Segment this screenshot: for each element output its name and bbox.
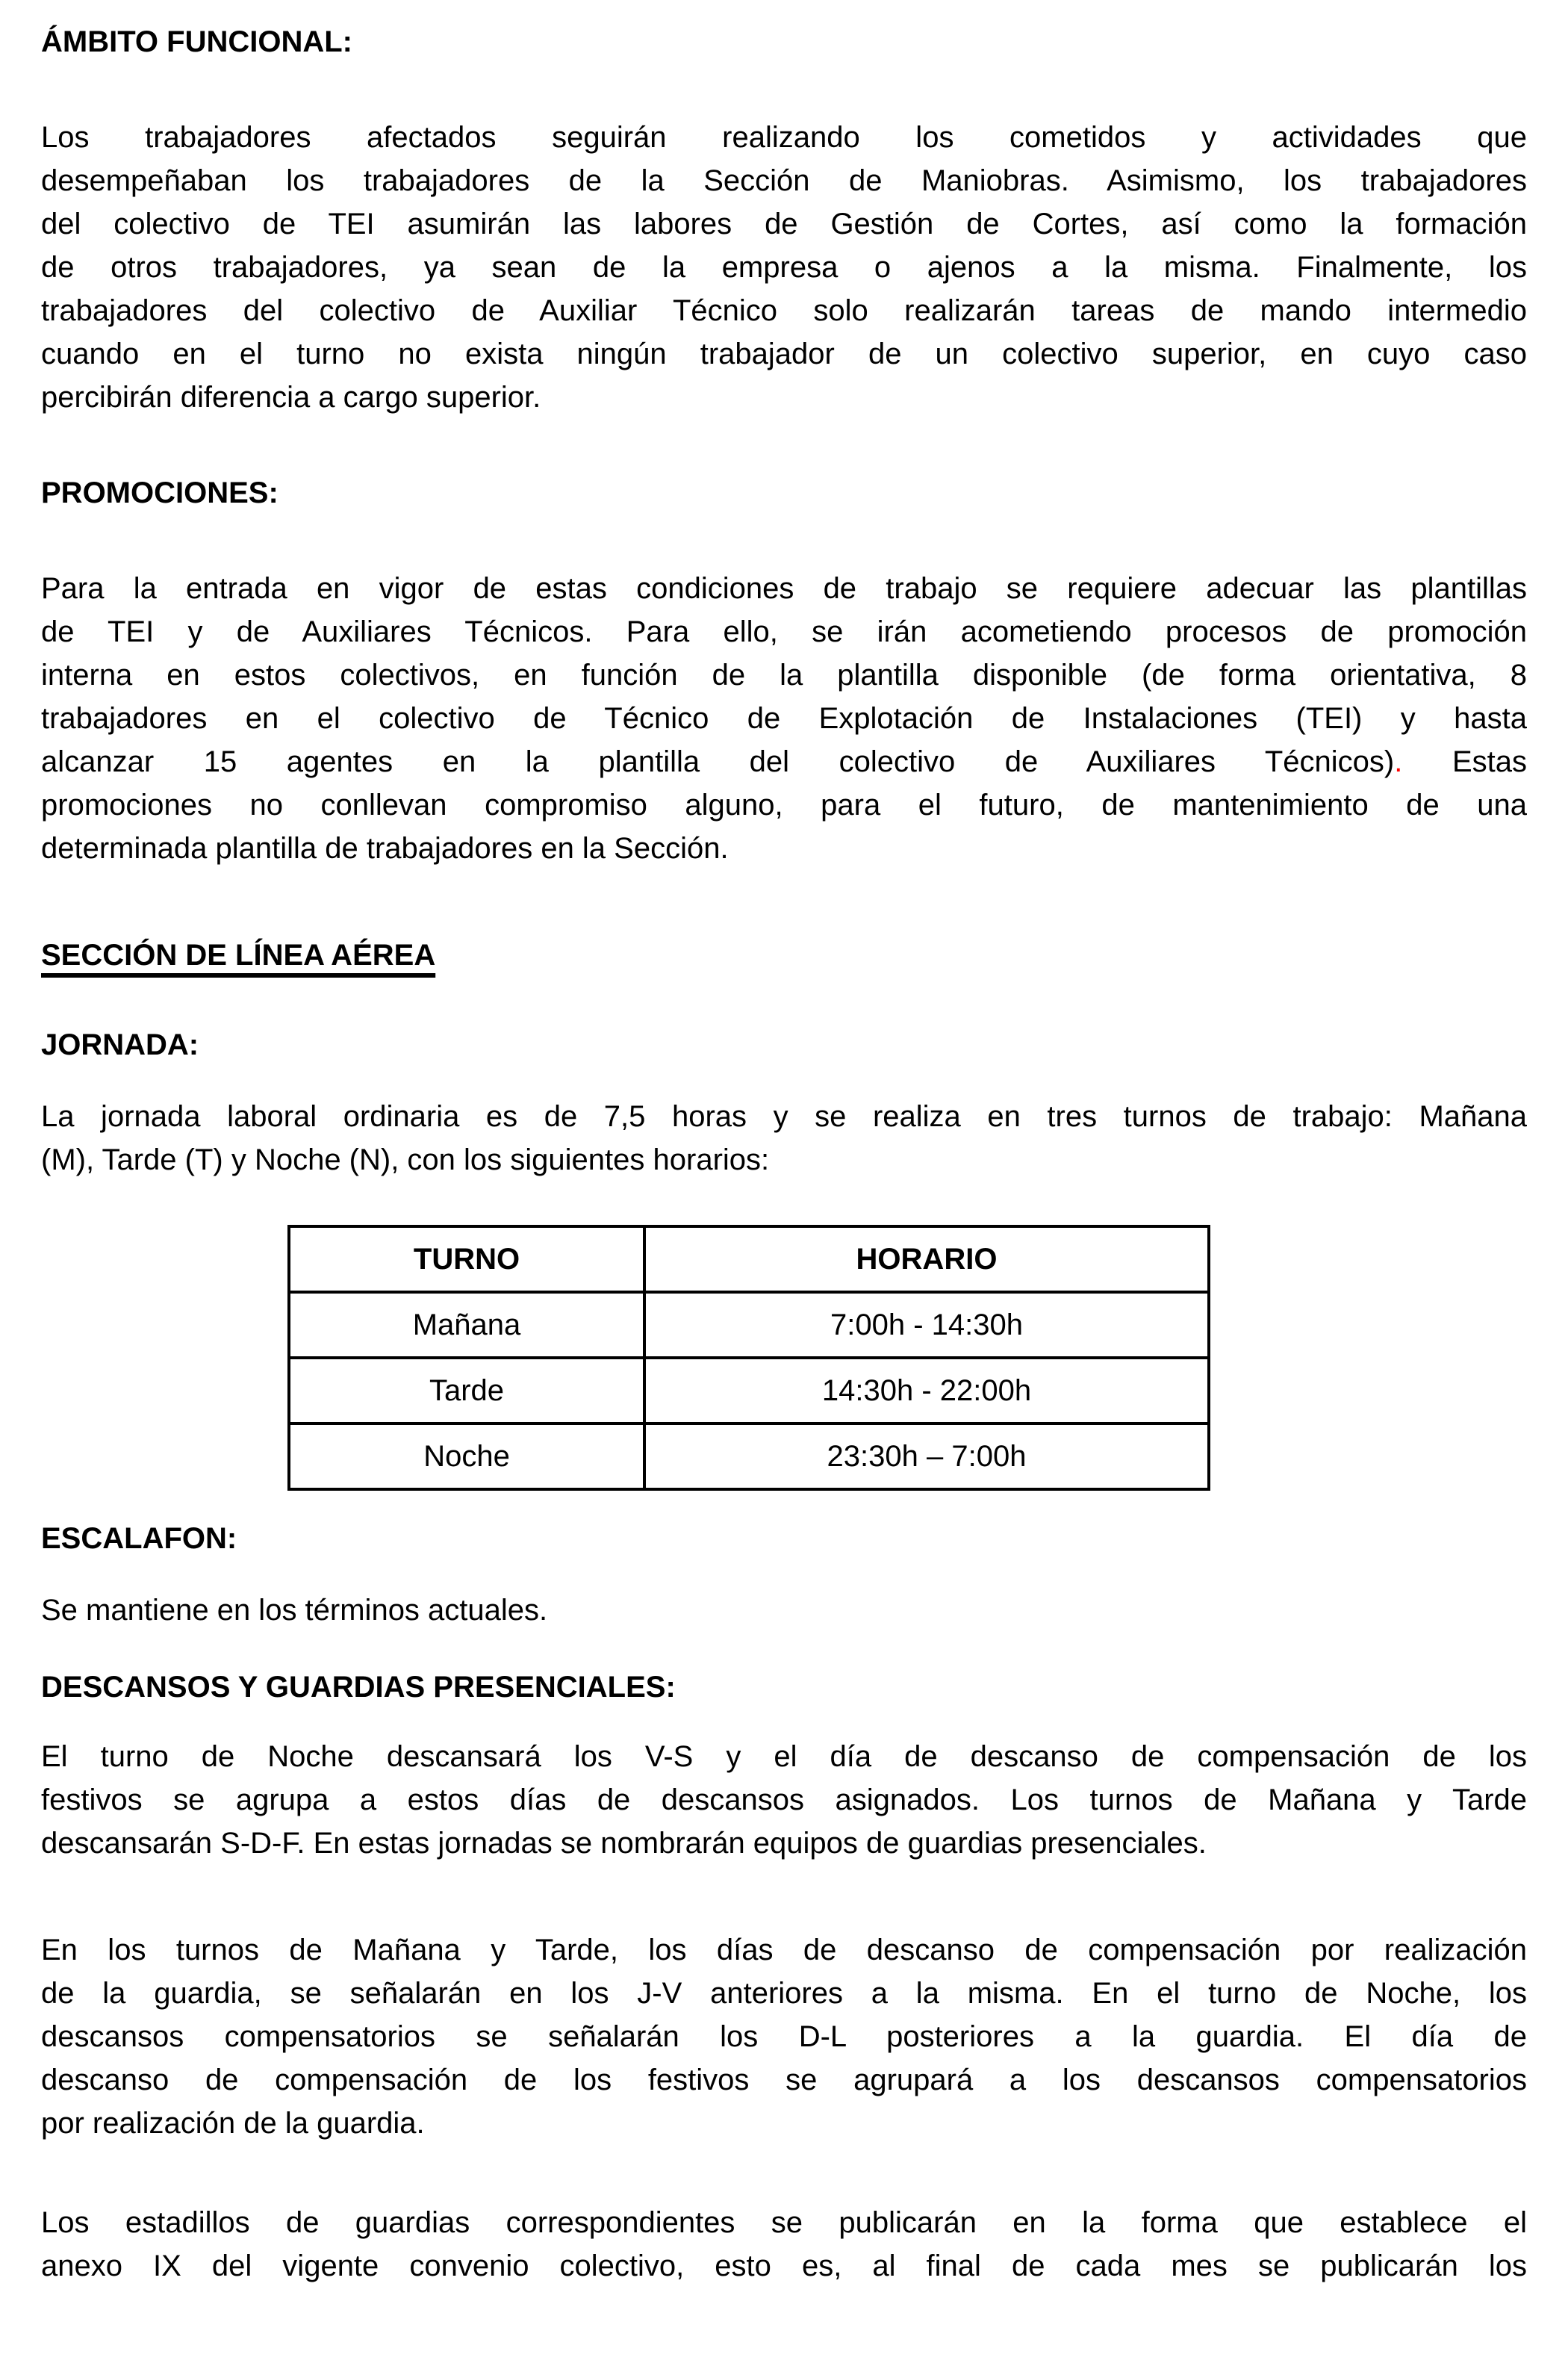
paragraph-descansos-1	[41, 1735, 1527, 1865]
text-line: trabajadores del colectivo de Auxiliar Técnico solo realizarán tareas de mando intermedio	[41, 294, 1527, 327]
paragraph-jornada	[41, 1095, 1527, 1182]
text-line: de la guardia, se señalarán en los J-V anteriores a la misma. En el turno de Noche, los	[41, 1977, 1527, 2010]
red-period: .	[1394, 745, 1403, 778]
text-line: La jornada laboral ordinaria es de 7,5 horas y se realiza en tres turnos de trabajo: Mañana	[41, 1100, 1527, 1133]
red-line-after: Estas	[1452, 745, 1527, 778]
heading-escalafon: ESCALAFON:	[41, 1522, 237, 1555]
heading-ambito-funcional: ÁMBITO FUNCIONAL:	[41, 25, 352, 58]
text-line: festivos se agrupa a estos días de descansos asignados. Los turnos de Mañana y Tarde	[41, 1783, 1527, 1816]
shift-schedule-table	[287, 1225, 1210, 1491]
cell-turno-noche: Noche	[289, 1424, 644, 1489]
text-line: Para la entrada en vigor de estas condiciones de trabajo se requiere adecuar las plantillas	[41, 572, 1527, 605]
text-line: descanso de compensación de los festivos se agrupará a los descansos compensatorios	[41, 2064, 1527, 2096]
text-line: de TEI y de Auxiliares Técnicos. Para ello, se irán acometiendo procesos de promoción	[41, 615, 1527, 648]
heading-descansos-guardias: DESCANSOS Y GUARDIAS PRESENCIALES:	[41, 1671, 676, 1704]
heading-seccion-linea-aerea: SECCIÓN DE LÍNEA AÉREA	[41, 939, 436, 972]
red-line-before: alcanzar 15 agentes en la plantilla del colectivo de Auxiliares Técnicos)	[41, 745, 1395, 778]
text-line: percibirán diferencia a cargo superior.	[41, 381, 541, 414]
heading-seccion-linea-aerea-wrap	[41, 934, 1527, 977]
text-line: por realización de la guardia.	[41, 2107, 425, 2140]
cell-horario-manana: 7:00h - 14:30h	[644, 1292, 1209, 1358]
cell-turno-manana: Mañana	[289, 1292, 644, 1358]
paragraph-ambito-funcional	[41, 116, 1527, 419]
text-line: Los trabajadores afectados seguirán realizando los cometidos y actividades que	[41, 121, 1527, 154]
text-line: descansos compensatorios se señalarán los D-L posteriores a la guardia. El día de	[41, 2020, 1527, 2053]
paragraph-promociones-top	[41, 567, 1527, 740]
column-header-horario: HORARIO	[644, 1226, 1209, 1292]
text-line: de otros trabajadores, ya sean de la empresa o ajenos a la misma. Finalmente, los	[41, 251, 1527, 284]
text-line: El turno de Noche descansará los V-S y el día de descanso de compensación de los	[41, 1740, 1527, 1773]
text-line: anexo IX del vigente convenio colectivo, esto es, al final de cada mes se publicarán los	[41, 2250, 1527, 2282]
text-line: descansarán S-D-F. En estas jornadas se nombrarán equipos de guardias presenciales.	[41, 1827, 1207, 1860]
text-line: (M), Tarde (T) y Noche (N), con los siguientes horarios:	[41, 1143, 770, 1176]
cell-horario-noche: 23:30h – 7:00h	[644, 1424, 1209, 1489]
table-row	[289, 1292, 1209, 1358]
table-header-row	[289, 1226, 1209, 1292]
paragraph-promociones	[41, 567, 1527, 870]
paragraph-estadillos	[41, 2201, 1527, 2288]
text-line: determinada plantilla de trabajadores en la Sección.	[41, 832, 729, 865]
text-line: Los estadillos de guardias correspondientes se publicarán en la forma que establece el	[41, 2206, 1527, 2239]
text-line: trabajadores en el colectivo de Técnico de Explotación de Instalaciones (TEI) y hasta	[41, 702, 1527, 735]
cell-turno-tarde: Tarde	[289, 1358, 644, 1424]
text-line: promociones no conllevan compromiso alguno, para el futuro, de mantenimiento de una	[41, 789, 1527, 822]
text-line: del colectivo de TEI asumirán las labores de Gestión de Cortes, así como la formación	[41, 208, 1527, 240]
text-line: interna en estos colectivos, en función de la plantilla disponible (de forma orientativa, 8	[41, 659, 1527, 692]
column-header-turno: TURNO	[289, 1226, 644, 1292]
text-line-with-red-period	[41, 740, 1527, 783]
table-row	[289, 1358, 1209, 1424]
cell-horario-tarde: 14:30h - 22:00h	[644, 1358, 1209, 1424]
text-line: desempeñaban los trabajadores de la Sección de Maniobras. Asimismo, los trabajadores	[41, 164, 1527, 197]
paragraph-promociones-bottom	[41, 783, 1527, 870]
paragraph-escalafon: Se mantiene en los términos actuales.	[41, 1594, 548, 1627]
paragraph-descansos-2	[41, 1928, 1527, 2145]
table-row	[289, 1424, 1209, 1489]
text-line: cuando en el turno no exista ningún trabajador de un colectivo superior, en cuyo caso	[41, 338, 1527, 370]
text-line: En los turnos de Mañana y Tarde, los días de descanso de compensación por realización	[41, 1934, 1527, 1966]
heading-jornada: JORNADA:	[41, 1028, 199, 1061]
heading-promociones: PROMOCIONES:	[41, 476, 279, 509]
